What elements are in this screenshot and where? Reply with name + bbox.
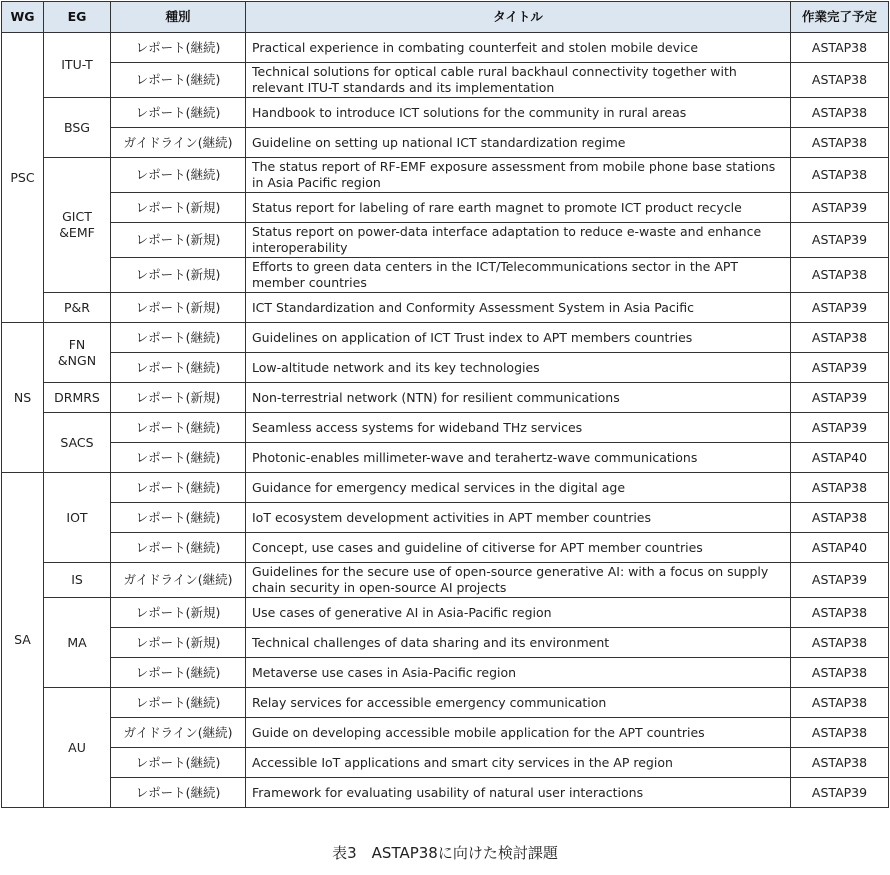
table-row	[2, 33, 889, 63]
due-cell: ASTAP39	[791, 293, 889, 323]
table-row	[2, 598, 889, 628]
eg-cell: IS	[44, 563, 111, 598]
title-cell: Guidance for emergency medical services in the digital age	[246, 473, 791, 503]
table-row	[2, 353, 889, 383]
kind-cell: レポート(新規)	[111, 598, 246, 628]
due-cell: ASTAP38	[791, 658, 889, 688]
table-row	[2, 473, 889, 503]
title-cell: Technical solutions for optical cable rural backhaul connectivity together with relevant ITU-T standards and its implementation	[246, 63, 791, 98]
due-cell: ASTAP39	[791, 413, 889, 443]
title-cell: Technical challenges of data sharing and its environment	[246, 628, 791, 658]
table-row	[2, 443, 889, 473]
table-row	[2, 533, 889, 563]
table-row	[2, 63, 889, 98]
title-cell: Non-terrestrial network (NTN) for resilient communications	[246, 383, 791, 413]
due-cell: ASTAP38	[791, 503, 889, 533]
eg-cell: AU	[44, 688, 111, 808]
header-eg: EG	[44, 2, 111, 33]
title-cell: Photonic-enables millimeter-wave and terahertz-wave communications	[246, 443, 791, 473]
due-cell: ASTAP39	[791, 193, 889, 223]
kind-cell: ガイドライン(継続)	[111, 718, 246, 748]
table-row	[2, 503, 889, 533]
title-cell: Efforts to green data centers in the ICT/Telecommunications sector in the APT member countries	[246, 258, 791, 293]
kind-cell: レポート(新規)	[111, 223, 246, 258]
eg-cell: GICT &EMF	[44, 158, 111, 293]
due-cell: ASTAP38	[791, 128, 889, 158]
table-body	[2, 33, 889, 808]
eg-cell: BSG	[44, 98, 111, 158]
table-row	[2, 778, 889, 808]
title-cell: Accessible IoT applications and smart city services in the AP region	[246, 748, 791, 778]
title-cell: Guideline on setting up national ICT standardization regime	[246, 128, 791, 158]
header-due: 作業完了予定	[791, 2, 889, 33]
title-cell: Guidelines on application of ICT Trust index to APT members countries	[246, 323, 791, 353]
wg-cell: PSC	[2, 33, 44, 323]
kind-cell: レポート(継続)	[111, 353, 246, 383]
kind-cell: レポート(継続)	[111, 748, 246, 778]
table-row	[2, 158, 889, 193]
kind-cell: レポート(継続)	[111, 413, 246, 443]
title-cell: Concept, use cases and guideline of citiverse for APT member countries	[246, 533, 791, 563]
kind-cell: レポート(継続)	[111, 688, 246, 718]
wg-cell: SA	[2, 473, 44, 808]
eg-cell: SACS	[44, 413, 111, 473]
eg-cell: MA	[44, 598, 111, 688]
kind-cell: レポート(新規)	[111, 293, 246, 323]
title-cell: Status report for labeling of rare earth magnet to promote ICT product recycle	[246, 193, 791, 223]
title-cell: Use cases of generative AI in Asia-Pacific region	[246, 598, 791, 628]
due-cell: ASTAP39	[791, 353, 889, 383]
table-row	[2, 383, 889, 413]
due-cell: ASTAP38	[791, 688, 889, 718]
table-row	[2, 293, 889, 323]
kind-cell: レポート(新規)	[111, 193, 246, 223]
table-header-row	[2, 2, 889, 33]
title-cell: Framework for evaluating usability of natural user interactions	[246, 778, 791, 808]
kind-cell: ガイドライン(継続)	[111, 563, 246, 598]
title-cell: Seamless access systems for wideband THz services	[246, 413, 791, 443]
title-cell: Low-altitude network and its key technologies	[246, 353, 791, 383]
due-cell: ASTAP38	[791, 748, 889, 778]
title-cell: Status report on power-data interface adaptation to reduce e-waste and enhance interoperability	[246, 223, 791, 258]
kind-cell: レポート(新規)	[111, 628, 246, 658]
table-row	[2, 223, 889, 258]
eg-cell: P&R	[44, 293, 111, 323]
due-cell: ASTAP38	[791, 33, 889, 63]
title-cell: Practical experience in combating counterfeit and stolen mobile device	[246, 33, 791, 63]
due-cell: ASTAP39	[791, 223, 889, 258]
due-cell: ASTAP38	[791, 718, 889, 748]
wg-cell: NS	[2, 323, 44, 473]
kind-cell: レポート(継続)	[111, 63, 246, 98]
kind-cell: レポート(継続)	[111, 503, 246, 533]
table-row	[2, 628, 889, 658]
table-row	[2, 563, 889, 598]
table-row	[2, 258, 889, 293]
due-cell: ASTAP39	[791, 383, 889, 413]
kind-cell: レポート(継続)	[111, 658, 246, 688]
due-cell: ASTAP38	[791, 473, 889, 503]
table-row	[2, 98, 889, 128]
due-cell: ASTAP39	[791, 778, 889, 808]
eg-cell: ITU-T	[44, 33, 111, 98]
header-title: タイトル	[246, 2, 791, 33]
kind-cell: レポート(継続)	[111, 323, 246, 353]
title-cell: ICT Standardization and Conformity Assessment System in Asia Pacific	[246, 293, 791, 323]
due-cell: ASTAP38	[791, 63, 889, 98]
title-cell: The status report of RF-EMF exposure assessment from mobile phone base stations in Asia Pacific region	[246, 158, 791, 193]
eg-cell: IOT	[44, 473, 111, 563]
title-cell: Handbook to introduce ICT solutions for the community in rural areas	[246, 98, 791, 128]
kind-cell: レポート(新規)	[111, 258, 246, 293]
table-caption: 表3 ASTAP38に向けた検討課題	[332, 844, 558, 862]
due-cell: ASTAP38	[791, 158, 889, 193]
due-cell: ASTAP38	[791, 598, 889, 628]
title-cell: Guide on developing accessible mobile application for the APT countries	[246, 718, 791, 748]
kind-cell: レポート(継続)	[111, 473, 246, 503]
eg-cell: DRMRS	[44, 383, 111, 413]
due-cell: ASTAP38	[791, 258, 889, 293]
title-cell: IoT ecosystem development activities in APT member countries	[246, 503, 791, 533]
table-row	[2, 688, 889, 718]
due-cell: ASTAP39	[791, 563, 889, 598]
table-row	[2, 193, 889, 223]
due-cell: ASTAP38	[791, 98, 889, 128]
kind-cell: レポート(新規)	[111, 383, 246, 413]
kind-cell: ガイドライン(継続)	[111, 128, 246, 158]
header-kind: 種別	[111, 2, 246, 33]
kind-cell: レポート(継続)	[111, 778, 246, 808]
table-row	[2, 748, 889, 778]
kind-cell: レポート(継続)	[111, 533, 246, 563]
title-cell: Relay services for accessible emergency communication	[246, 688, 791, 718]
title-cell: Metaverse use cases in Asia-Pacific region	[246, 658, 791, 688]
work-items-table	[1, 1, 889, 808]
table-row	[2, 413, 889, 443]
eg-cell: FN &NGN	[44, 323, 111, 383]
kind-cell: レポート(継続)	[111, 98, 246, 128]
header-wg: WG	[2, 2, 44, 33]
table-row	[2, 658, 889, 688]
title-cell: Guidelines for the secure use of open-source generative AI: with a focus on supply chain security in open-source AI projects	[246, 563, 791, 598]
table-row	[2, 718, 889, 748]
table-row	[2, 128, 889, 158]
due-cell: ASTAP40	[791, 533, 889, 563]
kind-cell: レポート(継続)	[111, 443, 246, 473]
kind-cell: レポート(継続)	[111, 158, 246, 193]
due-cell: ASTAP38	[791, 628, 889, 658]
due-cell: ASTAP38	[791, 323, 889, 353]
due-cell: ASTAP40	[791, 443, 889, 473]
kind-cell: レポート(継続)	[111, 33, 246, 63]
table-row	[2, 323, 889, 353]
